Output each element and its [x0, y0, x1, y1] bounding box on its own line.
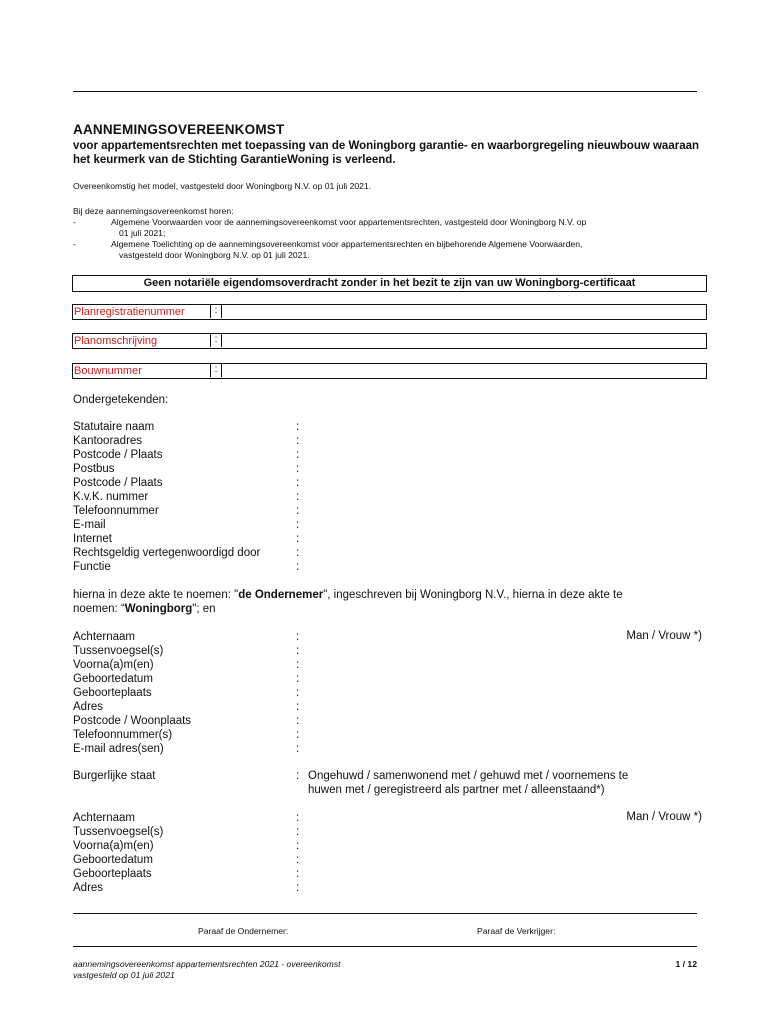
- colon: :: [296, 519, 300, 531]
- company-labels: [73, 420, 260, 574]
- page-number: 1 / 12: [675, 959, 697, 969]
- colon: :: [296, 659, 300, 671]
- text: ", ingeschreven bij Woningborg N.V., hierna in deze akte te: [323, 589, 623, 601]
- row-label: Adres: [73, 882, 104, 894]
- paraaf-verkrijger-label: Paraaf de Verkrijger:: [477, 926, 556, 936]
- row-label: Geboortedatum: [73, 673, 153, 685]
- colon: :: [296, 729, 300, 741]
- paraaf-bottom-rule: [73, 946, 697, 947]
- bullet: -: [73, 239, 76, 249]
- row-label: Tussenvoegsel(s): [73, 826, 164, 838]
- colon: :: [296, 854, 300, 866]
- attachment-line: 01 juli 2021;: [119, 228, 166, 238]
- text: "; en: [192, 603, 216, 615]
- colon: :: [296, 770, 300, 782]
- field-bouwnummer[interactable]: [72, 363, 707, 379]
- buyer1-labels: [73, 630, 191, 756]
- row-label: E-mail adres(sen): [73, 743, 164, 755]
- row-label: K.v.K. nummer: [73, 491, 149, 503]
- model-note: Overeenkomstig het model, vastgesteld door Woningborg N.V. op 01 juli 2021.: [73, 181, 372, 191]
- buyer2-gender: Man / Vrouw *): [626, 811, 702, 823]
- colon: :: [296, 840, 300, 852]
- company-colons: [296, 420, 299, 574]
- field-label: Planregistratienummer: [74, 306, 185, 318]
- field-separator: :: [210, 304, 222, 318]
- marital-label: Burgerlijke staat: [73, 770, 156, 782]
- certificate-banner: Geen notariële eigendomsoverdracht zonder in het bezit te zijn van uw Woningborg-certificaat: [72, 275, 707, 292]
- bold-term: de Ondernemer: [238, 589, 324, 601]
- colon: :: [296, 812, 300, 824]
- hierna-paragraph: [73, 588, 703, 616]
- buyer1-gender: Man / Vrouw *): [626, 630, 702, 642]
- row-label: Tussenvoegsel(s): [73, 645, 164, 657]
- colon: :: [296, 435, 300, 447]
- row-label: E-mail: [73, 519, 106, 531]
- row-label: Functie: [73, 561, 111, 573]
- row-label: Statutaire naam: [73, 421, 155, 433]
- attachments-intro: Bij deze aannemingsovereenkomst horen:: [73, 206, 234, 216]
- text: noemen: “: [73, 603, 125, 615]
- field-label: Bouwnummer: [74, 365, 142, 377]
- row-label: Geboorteplaats: [73, 868, 152, 880]
- attachment-text: [111, 217, 701, 239]
- colon: :: [296, 826, 300, 838]
- row-label: Internet: [73, 533, 112, 545]
- row-label: Postbus: [73, 463, 115, 475]
- row-label: Telefoonnummer: [73, 505, 159, 517]
- paraaf-ondernemer-label: Paraaf de Ondernemer:: [198, 926, 289, 936]
- attachment-text: [111, 239, 701, 261]
- row-label: Geboorteplaats: [73, 687, 152, 699]
- row-label: Achternaam: [73, 631, 136, 643]
- row-label: Geboortedatum: [73, 854, 153, 866]
- text: hierna in deze akte te noemen: ": [73, 589, 239, 601]
- row-label: Kantooradres: [73, 435, 143, 447]
- row-label: Postcode / Plaats: [73, 449, 163, 461]
- colon: :: [296, 547, 300, 559]
- row-label: Postcode / Woonplaats: [73, 715, 192, 727]
- field-label: Planomschrijving: [74, 335, 158, 347]
- document-title: AANNEMINGSOVEREENKOMST: [73, 122, 285, 137]
- colon: :: [296, 687, 300, 699]
- colon: :: [296, 631, 300, 643]
- buyer2-labels: [73, 811, 163, 895]
- attachment-line: Algemene Voorwaarden voor de aannemingsovereenkomst voor appartementsrechten, vastgesteld door Woningborg N.V. op: [111, 217, 587, 227]
- colon: :: [296, 645, 300, 657]
- field-separator: :: [210, 333, 222, 347]
- colon: :: [296, 533, 300, 545]
- attachment-item-1: [0, 217, 770, 241]
- marital-option-line: Ongehuwd / samenwonend met / gehuwd met / voornemens te: [308, 770, 629, 782]
- colon: :: [296, 743, 300, 755]
- row-label: Telefoonnummer(s): [73, 729, 173, 741]
- colon: :: [296, 505, 300, 517]
- colon: :: [296, 561, 300, 573]
- document-subtitle: voor appartementsrechten met toepassing van de Woningborg garantie- en waarborgregeling nieuwbouw waaraan het keurmerk van de Stichting GarantieWoning is verleend.: [73, 140, 700, 166]
- colon: :: [296, 701, 300, 713]
- colon: :: [296, 421, 300, 433]
- colon: :: [296, 673, 300, 685]
- row-label: Achternaam: [73, 812, 136, 824]
- colon: :: [296, 868, 300, 880]
- footer-line: vastgesteld op 01 juli 2021: [73, 970, 175, 980]
- top-rule: [73, 91, 697, 92]
- field-planregistratienummer[interactable]: [72, 304, 707, 320]
- row-label: Voorna(a)m(en): [73, 659, 154, 671]
- attachment-line: Algemene Toelichting op de aannemingsovereenkomst voor appartementsrechten en bijbehorende Algemene Voorwaarden,: [111, 239, 583, 249]
- marital-option-line: huwen met / geregistreerd als partner met / alleenstaand*): [308, 784, 605, 796]
- footer-line: aannemingsovereenkomst appartementsrechten 2021 - overeenkomst: [73, 959, 341, 969]
- colon: :: [296, 491, 300, 503]
- attachment-item-2: [0, 239, 770, 263]
- undersigned-heading: Ondergetekenden:: [73, 394, 169, 406]
- field-separator: :: [210, 363, 222, 377]
- row-label: Postcode / Plaats: [73, 477, 163, 489]
- colon: :: [296, 477, 300, 489]
- row-label: Adres: [73, 701, 104, 713]
- row-label: Voorna(a)m(en): [73, 840, 154, 852]
- colon: :: [296, 463, 300, 475]
- buyer2-colons: [296, 811, 299, 895]
- paraaf-top-rule: [73, 913, 697, 914]
- row-label: Rechtsgeldig vertegenwoordigd door: [73, 547, 261, 559]
- bullet: -: [73, 217, 76, 227]
- marital-options: [308, 769, 708, 797]
- attachment-line: vastgesteld door Woningborg N.V. op 01 juli 2021.: [119, 250, 310, 260]
- colon: :: [296, 882, 300, 894]
- buyer1-colons: [296, 630, 299, 756]
- colon: :: [296, 449, 300, 461]
- colon: :: [296, 715, 300, 727]
- field-planomschrijving[interactable]: [72, 333, 707, 349]
- page-footer: [73, 959, 341, 981]
- bold-term: Woningborg: [124, 603, 193, 615]
